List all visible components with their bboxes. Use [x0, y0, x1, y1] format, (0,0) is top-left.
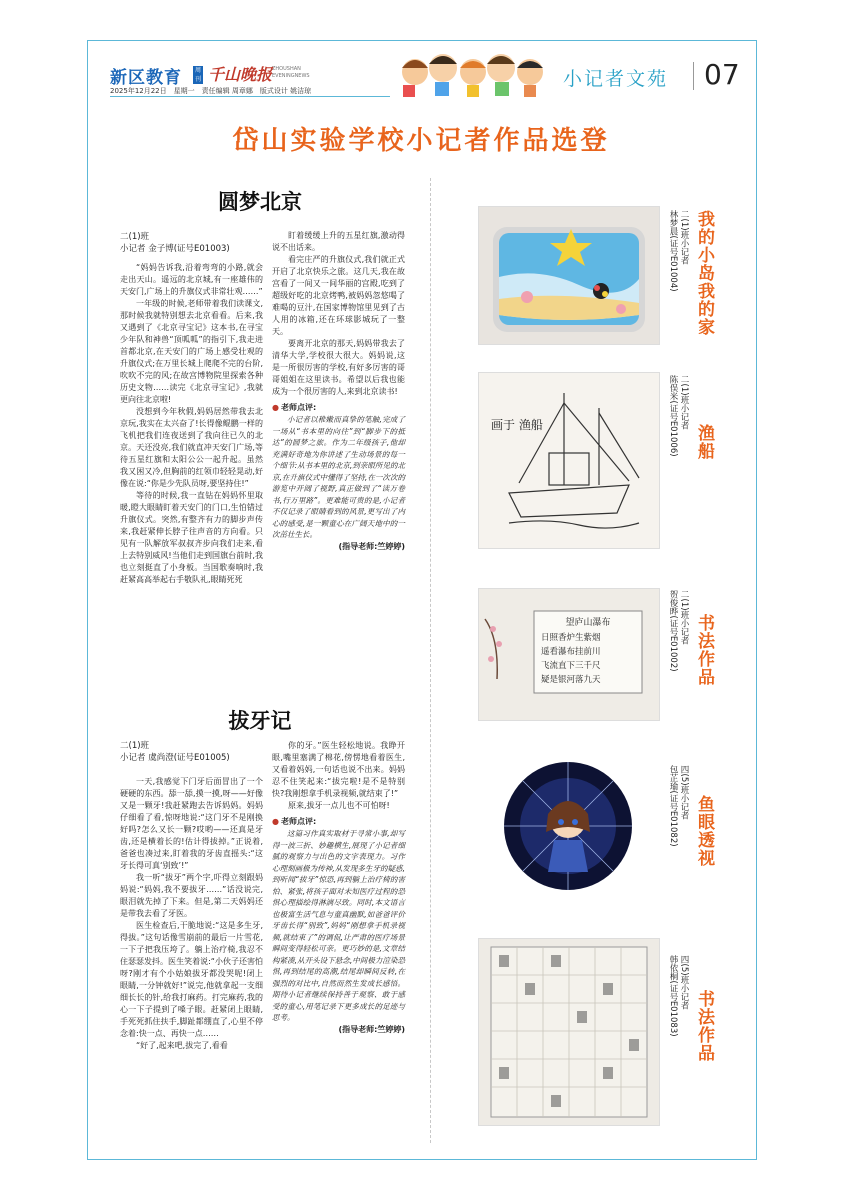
article-1-byline — [120, 231, 230, 255]
artwork-photo-fisheye — [478, 762, 658, 890]
article-1-class: 二(1)班 — [120, 232, 150, 242]
artwork-photo-calligraphy-2 — [478, 938, 660, 1126]
paragraph: 你的牙。”医生轻松地说。我睁开眼,嘴里塞满了棉花,傍愣地看着医生,又看着妈妈,一句话也说不出来。妈妈忍不住笑起来:“拔完啦!是不是特别快?我刚想拿手机录视频,就结束了!” — [272, 741, 405, 798]
artwork-4-class: 四(5)班小记者 — [679, 765, 689, 820]
artwork-1-title: 我的小岛我的家 — [694, 210, 714, 336]
paragraph: 医生检查后,干脆地说:“这是多生牙,得拔。”这句话像雪崩前的最后一片雪花,一下子把我压垮了。躺上治疗椅,我忍不住瑟瑟发抖。医生笑着说:“小伙子还害怕呀?刚才有个小姑娘拔牙都没哭呢!闭上眼睛,一分钟就好!”说完,他就拿起一支细细长长的针,给我打麻药。打完麻药,我的心一下子提到了嗓子眼。赶紧闭上眼睛,手死死抓住扶手,脚趾都绷直了,心里不停念着:快一点、再快一点…… — [120, 921, 263, 1038]
artwork-3-title: 书法作品 — [694, 614, 714, 686]
paragraph: 我一听“拔牙”两个字,吓得立刻跟妈妈说:“妈妈,我不要拔牙……”话没说完,眼泪就先掉了下来。但是,第二天妈妈还是带我去看了牙医。 — [120, 873, 263, 918]
issue-meta: 2025年12月22日 星期一 责任编辑 周章娜 版式设计 姚洁琼 — [110, 87, 312, 95]
paragraph: 没想到今年秋假,妈妈居然带我去北京玩,我实在太兴奋了!长得像鲲鹏一样的飞机把我们连夜送到了我向往已久的北京。天还没亮,我们就直冲天安门广场,等待五星红旗和太阳公公一起升起。虽然我又困又冷,但胸前的红领巾轻轻晃动,好像在说:“你是少先队员呀,要坚持住!” — [120, 407, 263, 488]
artwork-3-class: 二(1)班小记者 — [679, 590, 689, 645]
artwork-5-caption — [667, 955, 689, 1037]
poem-line: 日照香炉生紫烟 — [541, 633, 601, 643]
poem-line: 飞流直下三千尺 — [541, 661, 601, 671]
teacher-comment-heading: ● 老师点评: — [272, 816, 405, 828]
artwork-photo-boat — [478, 372, 660, 549]
artwork-1-class: 二(1)班小记者 — [679, 210, 689, 265]
artwork-5-title: 书法作品 — [694, 990, 714, 1062]
boat-inscription: 画于 渔船 — [491, 418, 543, 432]
artwork-1-author: 林梦晨(证号E01004) — [668, 210, 678, 292]
article-title-2: 拔牙记 — [228, 709, 292, 733]
artwork-3-author: 贺俊晔(证号E01002) — [668, 590, 678, 672]
paragraph: 一天,我感觉下门牙后面冒出了一个硬硬的东西。舔一舔,摸一摸,呀——好像又是一颗牙!我赶紧跑去告诉妈妈。妈妈仔细看了看,惊呀地说:“这门牙不是刚换好吗?怎么又长一颗?哎哟——还真是牙齿,还是横着长的!估计得拔掉。”正说着,爸爸也凑过来,盯着我的牙齿直摇头:“这牙长得可真‘别致’!” — [120, 777, 263, 870]
artwork-5-class: 四(5)班小记者 — [679, 955, 689, 1010]
newspaper-name: 千山晚报 — [208, 65, 273, 84]
paragraph: 要离开北京的那天,妈妈带我去了清华大学,学校很大很大。妈妈说,这是一所很厉害的学校,有好多厉害的哥哥姐姐在这里读书。希望以后我也能成为一个很厉害的人,来到北京读书! — [272, 339, 405, 396]
paragraph: 一年级的时候,老师带着我们读课文,那时候我就特别想去北京看看。后来,我又遇到了《北京寻宝记》这本书,在寻宝少年队和神兽“顶呱呱”的指引下,我走进首都北京,在天安门的广场上感受壮观的升旗仪式;在万里长城上爬爬不完的台阶,吹吹不完的风;在故宫博物院里探索各种历史文物……读完《北京寻宝记》,我就更向往北京啦! — [120, 299, 263, 404]
calligraphy-2-image — [479, 939, 659, 1125]
teacher-comment: 这篇习作真实取材于寻常小事,却写得一波三折、妙趣横生,展现了小记者细腻的观察力与出色的文字表现力。习作心理刻画极为传神,从发现多生牙的疑惑,到听闻“拔牙”惊恐,再到躺上治疗椅的害怕、紧张,将孩子面对未知医疗过程的恐惧心理描绘得淋漓尽致。同时,本文语言也极富生活气息与童真幽默,如爸爸评价牙齿长得“别致”,妈妈“刚想拿手机录视频,就结束了”的调侃,让严肃的医疗场景瞬间变得轻松可亲。更巧妙的是,文章结构紧凑,从开头设下悬念,中间极力渲染恐惧,再到结尾的高潮,结尾却瞬间反转,在强烈的对比中,自然而然生发成长感悟。期待小记者继续保持善于观察、敢于感受的童心,用笔记录下更多成长的足迹与思考。 — [272, 829, 405, 1022]
article-title-1: 圆梦北京 — [218, 190, 302, 214]
poem-line: 疑是银河落九天 — [541, 675, 601, 685]
artwork-2-caption — [667, 375, 689, 457]
paragraph: “好了,起来吧,拔完了,看看 — [136, 1041, 228, 1050]
article-2-author: 小记者 虞尚澄(证号E01005) — [120, 753, 230, 763]
artwork-4-author: 包芷瑜(证号E01082) — [668, 765, 678, 847]
artwork-2-class: 二(1)班小记者 — [679, 375, 689, 430]
article-1-author: 小记者 金子博(证号E01003) — [120, 244, 230, 254]
island-artwork-image — [479, 207, 659, 344]
header-divider — [110, 96, 390, 97]
teacher-comment: 小记者以稚嫩而真挚的笔触,完成了一场从“书本里的向往”到“脚步下的抵达”的圆梦之旅。作为二年级孩子,他却充满好奇地为你讲述了生动场景的每一个细节:从书本里的北京,到亲眼所见的北京,在升旗仪式中懂得了坚持,在一次次的游览中开阔了视野,真正做到了“读万卷书,行万里路”。更难能可贵的是,小记者不仅记录了眼睛看到的风景,更写出了内心的感受,是一颗童心在广阔天地中的一次茁壮生长。 — [272, 415, 405, 539]
boat-sketch-image — [479, 373, 659, 548]
paragraph: 看完庄严的升旗仪式,我们就正式开启了北京快乐之旅。这几天,我在故宫看了一间又一间华丽的宫殿,吃到了超级好吃的北京烤鸭,被妈妈忽悠喝了难喝的豆汁,在国家博物馆里见到了古人用的冰箱,还在环球影城玩了一整天。 — [272, 255, 405, 336]
poem-line: 遥看瀑布挂前川 — [541, 647, 601, 657]
column-divider — [430, 178, 431, 1143]
cartoon-kids-illustration — [395, 46, 555, 98]
section-title: 小记者文苑 — [563, 68, 669, 90]
brand-title: 新区教育 — [110, 68, 182, 88]
paragraph: “妈妈告诉我,沿着弯弯的小路,就会走出天山。遥远的北京城,有一座雄伟的天安门,广场上的升旗仪式非常壮观……” — [120, 263, 263, 296]
artwork-photo-calligraphy-1 — [478, 588, 660, 721]
article-2-class: 二(1)班 — [120, 741, 150, 751]
article-2-column-1 — [120, 776, 263, 1052]
artwork-photo-island — [478, 206, 660, 345]
teacher-comment-heading: ● 老师点评: — [272, 402, 405, 414]
artwork-5-author: 韩依桐(证号E01083) — [668, 955, 678, 1037]
artwork-4-caption — [667, 765, 689, 847]
article-1-column-1 — [120, 262, 263, 586]
article-2-byline — [120, 740, 230, 764]
artwork-2-title: 渔船 — [694, 424, 714, 460]
article-2-column-2 — [272, 740, 405, 1036]
page-number: 07 — [704, 58, 740, 91]
artwork-2-author: 陈俣米(证号E01006) — [668, 375, 678, 457]
paragraph: 原来,拔牙一点儿也不可怕呀! — [288, 801, 390, 810]
paragraph: 等待的时候,我一直钻在妈妈怀里取暖,瞪大眼睛盯着天安门的门口,生怕错过升旗仪式。突然,有整齐有力的脚步声传来,我赶紧伸长脖子往声音的方向看。只见有一队解放军叔叔齐步向我们走来,看上去特别威风!当他们走到国旗台前时,我也立刻挺直了小身板。当国歌奏响时,我赶紧高高举起右手敬队礼,眼睛死死 — [120, 491, 263, 584]
artwork-3-caption — [667, 590, 689, 672]
paragraph: 盯着缓缓上升的五星红旗,激动得说不出话来。 — [272, 231, 405, 252]
poem-title: 望庐山瀑布 — [565, 618, 611, 628]
brand-tag: 周刊 — [194, 67, 201, 83]
article-1-column-2 — [272, 230, 405, 553]
artwork-1-caption — [667, 210, 689, 292]
page-banner: 岱山实验学校小记者作品选登 — [232, 126, 610, 156]
teacher-signature: (指导老师:竺婷婷) — [338, 541, 405, 551]
poem-lines — [541, 631, 637, 687]
fisheye-drawing-image — [478, 762, 658, 890]
teacher-signature: (指导老师:竺婷婷) — [338, 1024, 405, 1034]
artwork-4-title: 鱼眼透视 — [694, 795, 714, 867]
page-number-separator — [693, 62, 694, 90]
newspaper-english-name: ZHOUSHAN EVENINGNEWS — [272, 66, 310, 79]
